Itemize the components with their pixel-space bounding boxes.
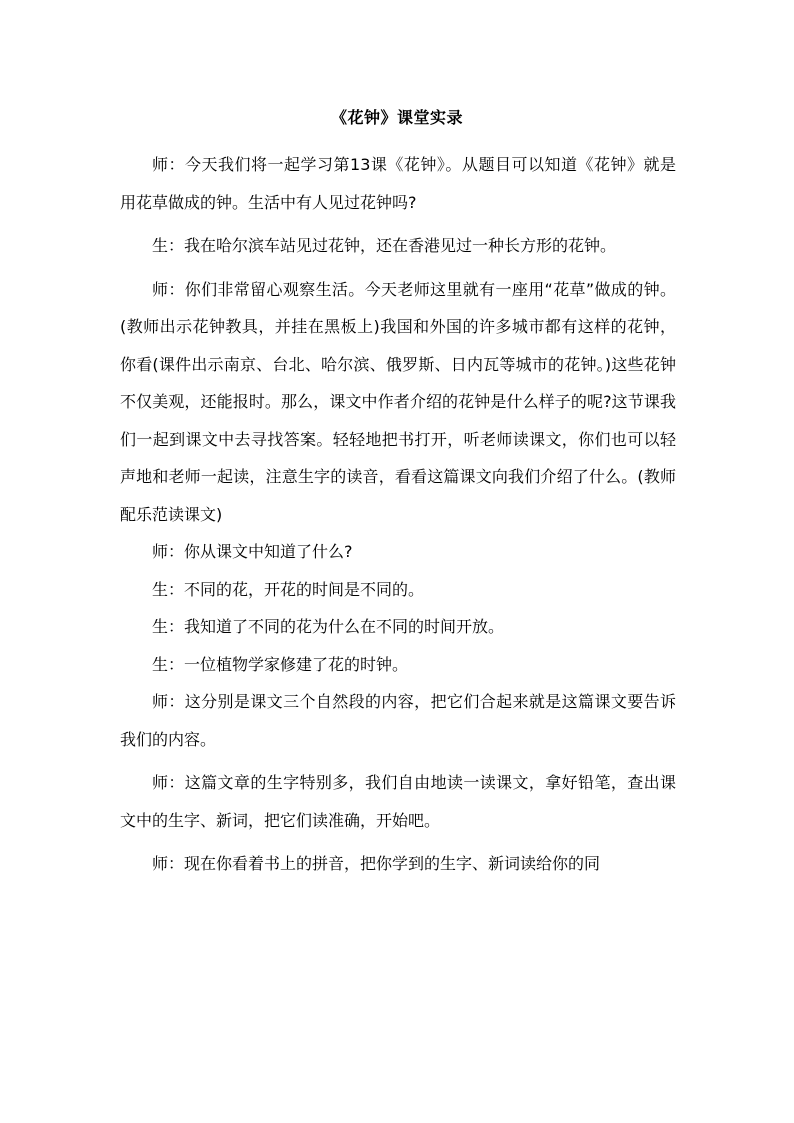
document-body	[120, 146, 676, 883]
paragraph-4: 师：你从课文中知道了什么?	[152, 542, 353, 561]
paragraph-1: 师：今天我们将一起学习第13课《花钟》。从题目可以知道《花钟》就是用花草做成的钟。生活中有人见过花钟吗?	[120, 155, 676, 212]
paragraph-7: 生：一位植物学家修建了花的时钟。	[152, 654, 409, 674]
paragraph-3: 师：你们非常留心观察生活。今天老师这里就有一座用“花草”做成的钟。(教师出示花钟教具，并挂在黑板上)我国和外国的许多城市都有这样的花钟，你看(课件出示南京、台北、哈尔滨、俄罗斯、日内瓦等城市的花钟。)这些花钟不仅美观，还能报时。那么，课文中作者介绍的花钟是什么样子的呢?这节课我们一起到课文中去寻找答案。轻轻地把书打开，听老师读课文，你们也可以轻声地和老师一起读，注意生字的读音，看看这篇课文向我们介绍了什么。(教师配乐范读课文)	[120, 279, 676, 524]
document-title: 《花钟》课堂实录	[330, 108, 463, 127]
paragraph-10: 师：现在你看着书上的拼音，把你学到的生字、新词读给你的同	[152, 854, 601, 873]
paragraph-9: 师：这篇文章的生字特别多，我们自由地读一读课文，拿好铅笔，查出课文中的生字、新词，把它们读准确，开始吧。	[120, 773, 676, 830]
paragraph-2: 生：我在哈尔滨车站见过花钟，还在香港见过一种长方形的花钟。	[152, 236, 617, 255]
paragraph-6: 生：我知道了不同的花为什么在不同的时间开放。	[152, 617, 505, 636]
paragraph-5: 生：不同的花，开花的时间是不同的。	[152, 579, 425, 599]
paragraph-8: 师：这分别是课文三个自然段的内容，把它们合起来就是这篇课文要告诉我们的内容。	[120, 692, 676, 749]
